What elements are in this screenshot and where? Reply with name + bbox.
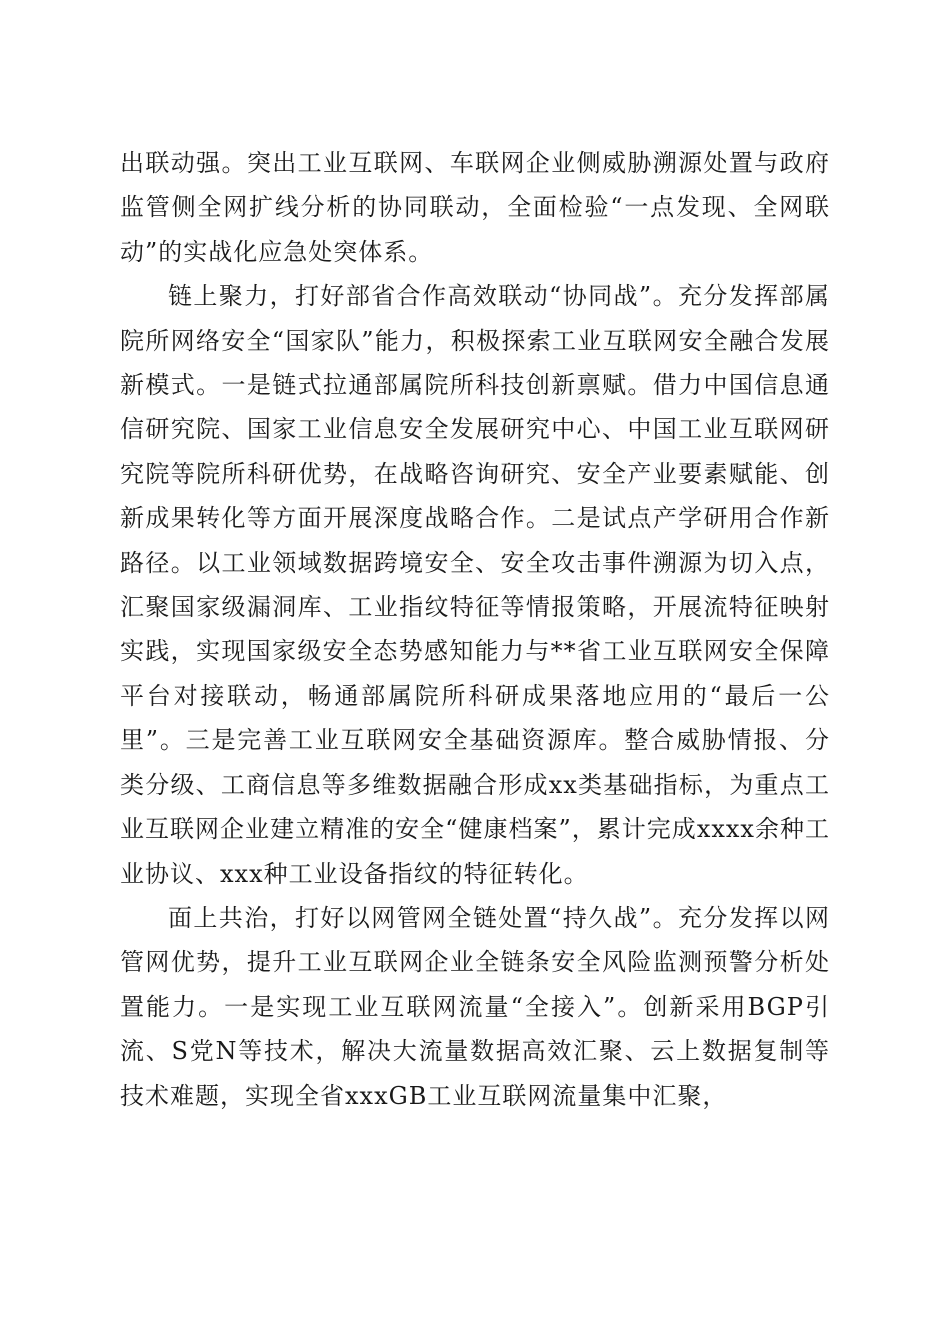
paragraph-1: 出联动强。突出工业互联网、车联网企业侧威胁溯源处置与政府监管侧全网扩线分析的协同联动，全面检验“一点发现、全网联动”的实战化应急处突体系。	[120, 149, 830, 266]
paragraph-3: 面上共治，打好以网管网全链处置“持久战”。充分发挥以网管网优势，提升工业互联网企业全链条安全风险监测预警分析处置能力。一是实现工业互联网流量“全接入”。创新采用BGP引流、S党N等技术，解决大流量数据高效汇聚、云上数据复制等技术难题，实现全省xxxGB工业互联网流量集中汇聚，	[120, 903, 830, 1110]
paragraph-2: 链上聚力，打好部省合作高效联动“协同战”。充分发挥部属院所网络安全“国家队”能力，积极探索工业互联网安全融合发展新模式。一是链式拉通部属院所科技创新禀赋。借力中国信息通信研究院、国家工业信息安全发展研究中心、中国工业互联网研究院等院所科研优势，在战略咨询研究、安全产业要素赋能、创新成果转化等方面开展深度战略合作。二是试点产学研用合作新路径。以工业领域数据跨境安全、安全攻击事件溯源为切入点，汇聚国家级漏洞库、工业指纹特征等情报策略，开展流特征映射实践，实现国家级安全态势感知能力与**省工业互联网安全保障平台对接联动，畅通部属院所科研成果落地应用的“最后一公里”。三是完善工业互联网安全基础资源库。整合威胁情报、分类分级、工商信息等多维数据融合形成xx类基础指标，为重点工业互联网企业建立精准的安全“健康档案”，累计完成xxxx余种工业协议、xxx种工业设备指纹的特征转化。	[120, 282, 830, 888]
document-body	[120, 141, 830, 1118]
